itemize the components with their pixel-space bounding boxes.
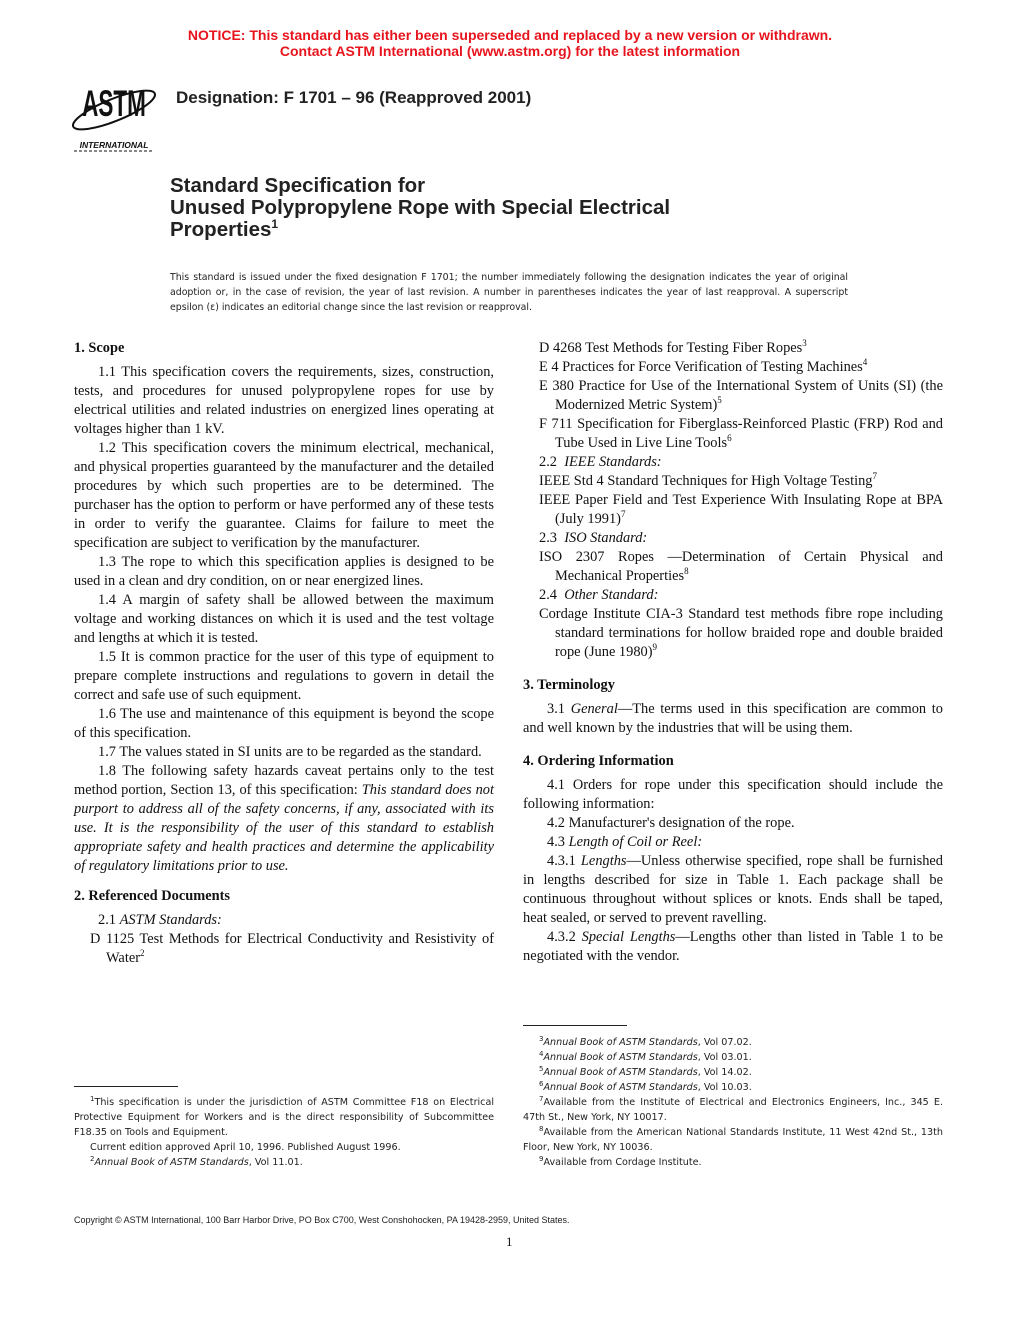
reference-cordage-cia-3: [523, 605, 943, 662]
reference-text: E 4 Practices for Force Verification of Testing Machines: [539, 359, 863, 375]
subsection-number: 4.3: [547, 834, 565, 850]
paragraph-1-6: 1.6 The use and maintenance of this equipment is beyond the scope of this specification.: [74, 706, 494, 741]
reference-text: D 1125 Test Methods for Electrical Conductivity and Resistivity of Water: [90, 931, 494, 966]
footnote-italic: Annual Book of ASTM Standards: [94, 1157, 249, 1168]
footnote-ref[interactable]: 3: [802, 338, 807, 348]
reference-text: ISO 2307 Ropes —Determination of Certain Physical and Mechanical Properties: [539, 549, 943, 584]
paragraph-text: —Unless otherwise specified, rope shall be furnished in lengths described for size in Table 1. Each package shall be continuous throughout without splices or knots. Ends shall be taped, heat sealed, or served to prevent ravelling.: [523, 853, 943, 926]
title-line-3: Properties: [170, 218, 272, 241]
footnote-mark: 7: [539, 1095, 544, 1103]
paragraph-3-1: [523, 700, 943, 738]
paragraph-4-3-1: [523, 852, 943, 928]
subsection-label: Other Standard:: [564, 587, 659, 603]
footnote-6: [523, 1080, 943, 1095]
reference-e4: [523, 358, 943, 377]
reference-d4268: [523, 339, 943, 358]
footnote-1-edition: Current edition approved April 10, 1996. Published August 1996.: [90, 1142, 401, 1153]
paragraph-1-2: 1.2 This specification covers the minimum electrical, mechanical, and physical properties guaranteed by the manufacturer and the detailed procedures by which such properties are to be determined. The purchaser has the option to perform or have performed any of these tests in order to verify the guarantee. Claims for failure to meet the specification are subject to verification by the manufacturer.: [74, 440, 494, 551]
footnotes-right: [523, 1035, 943, 1170]
paragraph-1-8: [74, 762, 494, 876]
footnote-ref[interactable]: 9: [652, 642, 658, 652]
subsection-label: Length of Coil or Reel:: [568, 834, 703, 850]
paragraph-4-1: 4.1 Orders for rope under this specification should include the following information:: [523, 777, 943, 812]
footnotes-left: [74, 1095, 494, 1170]
svg-text:ASTM: ASTM: [82, 82, 146, 125]
footnote-text: , Vol 14.02.: [697, 1067, 752, 1078]
designation: Designation: F 1701 – 96 (Reapproved 2001): [176, 88, 532, 107]
footnote-8: [523, 1125, 943, 1155]
subsection-number: 2.1: [98, 912, 116, 928]
right-column: [523, 339, 943, 966]
footnote-text: This specification is under the jurisdiction of ASTM Committee F18 on Electrical Protective Equipment for Workers and is the direct responsibility of Subcommittee F18.35 on Tools and Equipment.: [74, 1097, 494, 1138]
document-title: [170, 175, 670, 241]
paragraph-1-5: 1.5 It is common practice for the user of this type of equipment to prepare complete instructions and regulations to govern in detail the correct and safe use of such equipment.: [74, 649, 494, 703]
reference-iso-2307: [523, 548, 943, 586]
footnote-mark: 2: [90, 1155, 95, 1163]
footnote-italic: Annual Book of ASTM Standards: [543, 1052, 698, 1063]
footnote-2: [74, 1155, 494, 1170]
footnote-italic: Annual Book of ASTM Standards: [543, 1082, 698, 1093]
section-heading-referenced-documents: 2. Referenced Documents: [74, 888, 230, 904]
reference-text: F 711 Specification for Fiberglass-Reinforced Plastic (FRP) Rod and Tube Used in Live Line Tools: [539, 416, 943, 451]
footnote-ref[interactable]: 4: [862, 357, 868, 367]
subsection-number: 4.3.1: [547, 853, 576, 869]
footnote-mark: 5: [539, 1065, 544, 1073]
footnote-ref[interactable]: 5: [717, 395, 722, 405]
reference-text: IEEE Std 4 Standard Techniques for High Voltage Testing: [539, 473, 873, 489]
reference-ieee-paper: [523, 491, 943, 529]
footnote-divider-right: [523, 1025, 627, 1026]
footnote-ref[interactable]: 8: [684, 566, 689, 576]
safety-caveat: This standard does not purport to address all of the safety concerns, if any, associated with its use. It is the responsibility of the user of this standard to establish appropriate safety and health practices and determine the applicability of regulatory limitations prior to use.: [74, 782, 495, 874]
footnote-mark: 8: [539, 1125, 544, 1133]
section-heading-terminology: 3. Terminology: [523, 677, 615, 693]
footnote-text: Available from Cordage Institute.: [543, 1157, 702, 1168]
paragraph-1-3: 1.3 The rope to which this specification applies is designed to be used in a clean and dry condition, on or near energized lines.: [74, 554, 494, 589]
subsection-2-2: [523, 453, 943, 472]
paragraph-4-3: [523, 833, 943, 852]
notice-line-2: Contact ASTM International (www.astm.org) for the latest information: [279, 43, 741, 59]
paragraph-text: —Lengths other than listed in Table 1 to be negotiated with the vendor.: [523, 929, 943, 964]
reference-text: Cordage Institute CIA-3 Standard test methods fibre rope including standard terminations for hollow braided rope and double braided rope (June 1980): [539, 606, 943, 660]
subsection-2-3: [523, 529, 943, 548]
subsection-label: ISO Standard:: [564, 530, 648, 546]
reference-f711: [523, 415, 943, 453]
subsection-number: 2.2: [539, 454, 557, 470]
paragraph-1-1: 1.1 This specification covers the requirements, sizes, construction, tests, and procedures for unused polypropylene ropes for use by electrical utilities and related industries on energized lines operating at voltages higher than 1 kV.: [74, 364, 494, 437]
footnote-1: [74, 1095, 494, 1140]
subsection-number: 2.3: [539, 530, 557, 546]
term-label: Special Lengths: [581, 929, 676, 945]
footnote-text: Available from the American National Standards Institute, 11 West 42nd St., 13th Floor, New York, NY 10036.: [523, 1127, 943, 1153]
footnote-mark: 3: [539, 1035, 544, 1043]
issued-note: This standard is issued under the fixed designation F 1701; the number immediately following the designation indicates the year of original adoption or, in the case of revision, the year of last revision. A number in parentheses indicates the year of last reapproval. A superscript epsilon (ε) indicates an editorial change since the last revision or reapproval.: [170, 272, 848, 313]
footnote-ref[interactable]: 1: [271, 217, 279, 231]
footnote-text: Available from the Institute of Electrical and Electronics Engineers, Inc., 345 E. 47th St., New York, NY 10017.: [523, 1097, 943, 1123]
subsection-number: 4.3.2: [547, 929, 576, 945]
footnote-ref[interactable]: 7: [620, 509, 626, 519]
title-line-2: Unused Polypropylene Rope with Special Electrical: [170, 196, 671, 219]
reference-e380: [523, 377, 943, 415]
footnote-3: [523, 1035, 943, 1050]
subsection-label: ASTM Standards:: [119, 912, 222, 928]
footnote-mark: 9: [539, 1155, 544, 1163]
withdrawal-notice: [0, 27, 1020, 59]
subsection-number: 2.4: [539, 587, 557, 603]
astm-logo: [66, 76, 162, 152]
footnote-text: , Vol 03.01.: [697, 1052, 752, 1063]
svg-text:INTERNATIONAL: INTERNATIONAL: [79, 140, 149, 150]
paragraph-1-8-text: 1.8 The following safety hazards caveat pertains only to the test method portion, Section 13, of this specification:: [74, 763, 494, 798]
footnote-italic: Annual Book of ASTM Standards: [543, 1067, 698, 1078]
astm-logo-icon: [66, 76, 162, 152]
footnote-5: [523, 1065, 943, 1080]
footnote-ref[interactable]: 2: [140, 948, 145, 958]
subsection-label: IEEE Standards:: [564, 454, 662, 470]
footnote-mark: 4: [539, 1050, 544, 1058]
footnote-text: , Vol 10.03.: [697, 1082, 752, 1093]
title-line-1: Standard Specification for: [170, 174, 426, 197]
reference-d1125: [74, 930, 494, 968]
section-heading-scope: 1. Scope: [74, 340, 125, 356]
subsection-2-1: [74, 911, 494, 930]
paragraph-4-3-2: [523, 928, 943, 966]
term-label: General: [570, 701, 618, 717]
footnote-mark: 1: [90, 1095, 95, 1103]
footnote-ref[interactable]: 6: [727, 433, 732, 443]
footnote-9: [523, 1155, 943, 1170]
footnote-text: , Vol 11.01.: [248, 1157, 303, 1168]
subsection-2-4: [523, 586, 943, 605]
footnote-italic: Annual Book of ASTM Standards: [543, 1037, 698, 1048]
footnote-divider-left: [74, 1086, 178, 1087]
paragraph-4-2: 4.2 Manufacturer's designation of the rope.: [547, 815, 795, 831]
footnote-7: [523, 1095, 943, 1125]
footnote-mark: 6: [539, 1080, 544, 1088]
subsection-number: 3.1: [547, 701, 565, 717]
reference-ieee-std-4: [523, 472, 943, 491]
reference-text: E 380 Practice for Use of the International System of Units (SI) (the Modernized Metric System): [539, 378, 943, 413]
paragraph-1-4: 1.4 A margin of safety shall be allowed between the maximum voltage and working distances on which it is used and the test voltage and lengths at which it is tested.: [74, 592, 494, 646]
footnote-4: [523, 1050, 943, 1065]
notice-line-1: NOTICE: This standard has either been superseded and replaced by a new version or withdrawn.: [187, 27, 833, 43]
reference-text: IEEE Paper Field and Test Experience With Insulating Rope at BPA (July 1991): [539, 492, 943, 527]
section-heading-ordering-information: 4. Ordering Information: [523, 753, 674, 769]
paragraph-text: —The terms used in this specification are common to and well known by the industries that will be using them.: [523, 701, 943, 736]
term-label: Lengths: [580, 853, 627, 869]
left-column: [74, 339, 494, 968]
footnote-text: , Vol 07.02.: [697, 1037, 752, 1048]
page-number: 1: [506, 1234, 513, 1249]
paragraph-1-7: 1.7 The values stated in SI units are to be regarded as the standard.: [98, 744, 482, 760]
footnote-ref[interactable]: 7: [872, 471, 877, 481]
copyright-notice: Copyright © ASTM International, 100 Barr Harbor Drive, PO Box C700, West Conshohocken, PA 19428-2959, United States.: [74, 1215, 570, 1225]
reference-text: D 4268 Test Methods for Testing Fiber Ropes: [539, 340, 803, 356]
